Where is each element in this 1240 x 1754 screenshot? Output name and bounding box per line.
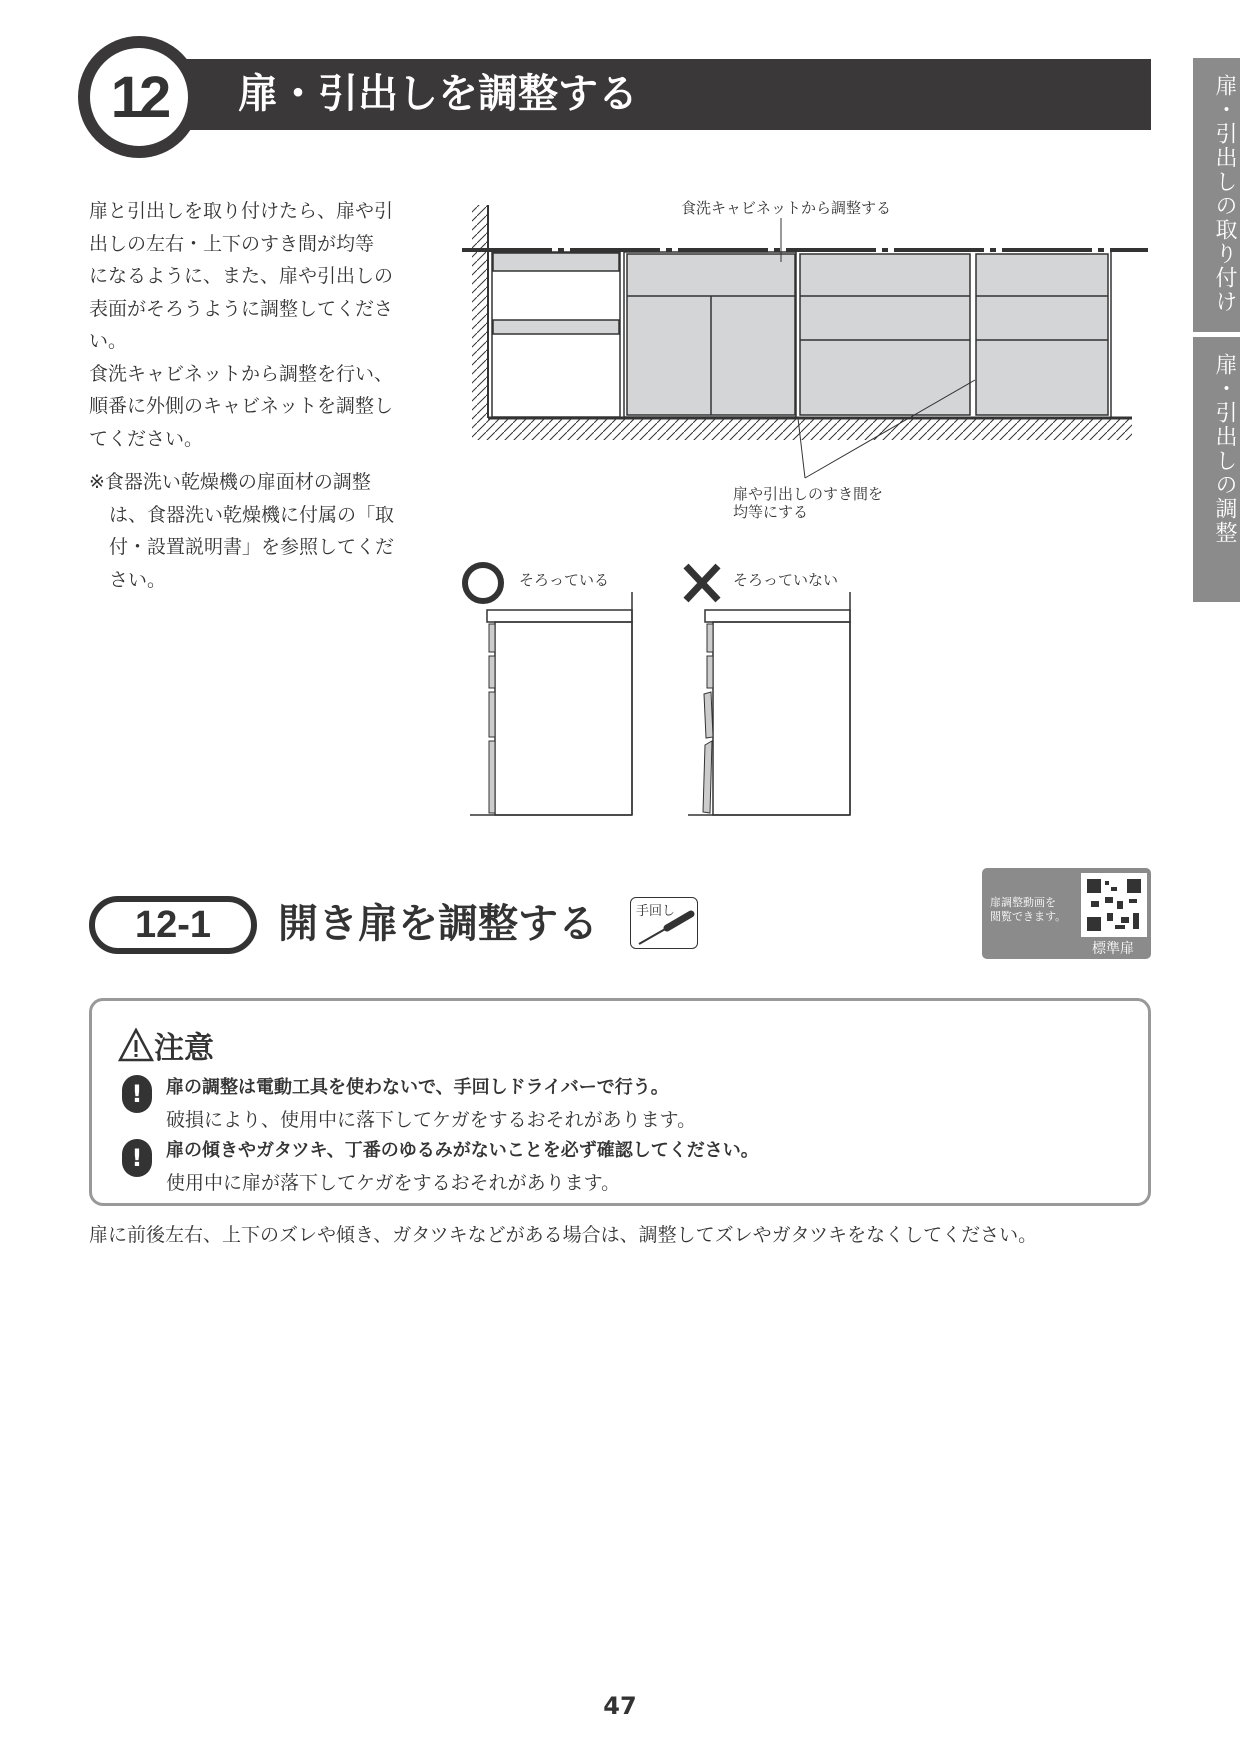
caution-title: 注意 xyxy=(154,1031,214,1066)
qr-video-box[interactable] xyxy=(982,868,1151,959)
text-line: 扉と引出しを取り付けたら、扉や引 xyxy=(89,200,394,222)
text-line: い。 xyxy=(89,330,128,352)
text-line: 食洗キャビネットから調整を行い、 xyxy=(89,362,394,385)
exclamation-icon: ! xyxy=(122,1075,152,1113)
text-line: 均等にする xyxy=(733,503,809,521)
text-line: てください。 xyxy=(89,427,204,450)
step-number: 12 xyxy=(90,48,188,146)
tool-label: 手回し xyxy=(636,904,676,919)
section-number: 12-1 xyxy=(89,896,257,954)
warning-triangle-icon xyxy=(118,1028,154,1062)
text-line: 表面がそろうように調整してくださ xyxy=(89,297,394,320)
caution-item-2-bold: 扉の傾きやガタツキ、丁番のゆるみがないことを必ず確認してください。 xyxy=(166,1140,759,1161)
caution-heading xyxy=(118,1023,214,1067)
label-top: 食洗キャビネットから調整する xyxy=(681,199,892,217)
bad-example xyxy=(686,566,850,815)
caution-item-1-bold: 扉の調整は電動工具を使わないで、手回しドライバーで行う。 xyxy=(166,1077,669,1098)
qr-code-icon[interactable] xyxy=(1081,873,1147,937)
page-title: 扉・引出しを調整する xyxy=(238,71,638,117)
text-line: 付・設置説明書」を参照してくだ xyxy=(109,536,395,558)
caution-item-1-text: 破損により、使用中に落下してケガをするおそれがあります。 xyxy=(166,1109,697,1131)
qr-text xyxy=(990,896,1066,924)
cabinet-diagram xyxy=(0,0,1240,840)
good-label: そろっている xyxy=(519,571,610,589)
text-line: になるように、また、扉や引出しの xyxy=(89,265,394,287)
text-line: 閲覧できます。 xyxy=(990,910,1067,923)
bad-label: そろっていない xyxy=(733,571,839,589)
caution-box xyxy=(89,998,1151,1206)
side-tab-adjust[interactable]: 扉・引出しの調整 xyxy=(1193,337,1240,602)
caution-item-2-text: 使用中に扉が落下してケガをするおそれがあります。 xyxy=(166,1172,621,1194)
text-line: さい。 xyxy=(109,568,167,591)
good-example xyxy=(465,565,632,815)
text-line: ※食器洗い乾燥機の扉面材の調整 xyxy=(89,471,371,493)
label-bottom xyxy=(733,485,883,521)
section-title: 開き扉を調整する xyxy=(278,901,598,947)
text-line: 順番に外側のキャビネットを調整し xyxy=(89,395,394,417)
text-line: 扉や引出しのすき間を xyxy=(733,485,884,503)
text-line: 扉調整動画を xyxy=(990,896,1056,909)
text-line: は、食器洗い乾燥機に付属の「取 xyxy=(109,503,395,526)
side-tab-install[interactable]: 扉・引出しの取り付け xyxy=(1193,58,1240,332)
text-line: 出しの左右・上下のすき間が均等 xyxy=(89,232,375,255)
qr-caption: 標準扉 xyxy=(1092,941,1134,957)
screwdriver-icon xyxy=(630,897,698,949)
page-number: 47 xyxy=(603,1692,637,1720)
exclamation-icon: ! xyxy=(122,1139,152,1177)
footer-instruction: 扉に前後左右、上下のズレや傾き、ガタツキなどがある場合は、調整してズレやガタツキをなくしてください。 xyxy=(89,1224,1038,1246)
